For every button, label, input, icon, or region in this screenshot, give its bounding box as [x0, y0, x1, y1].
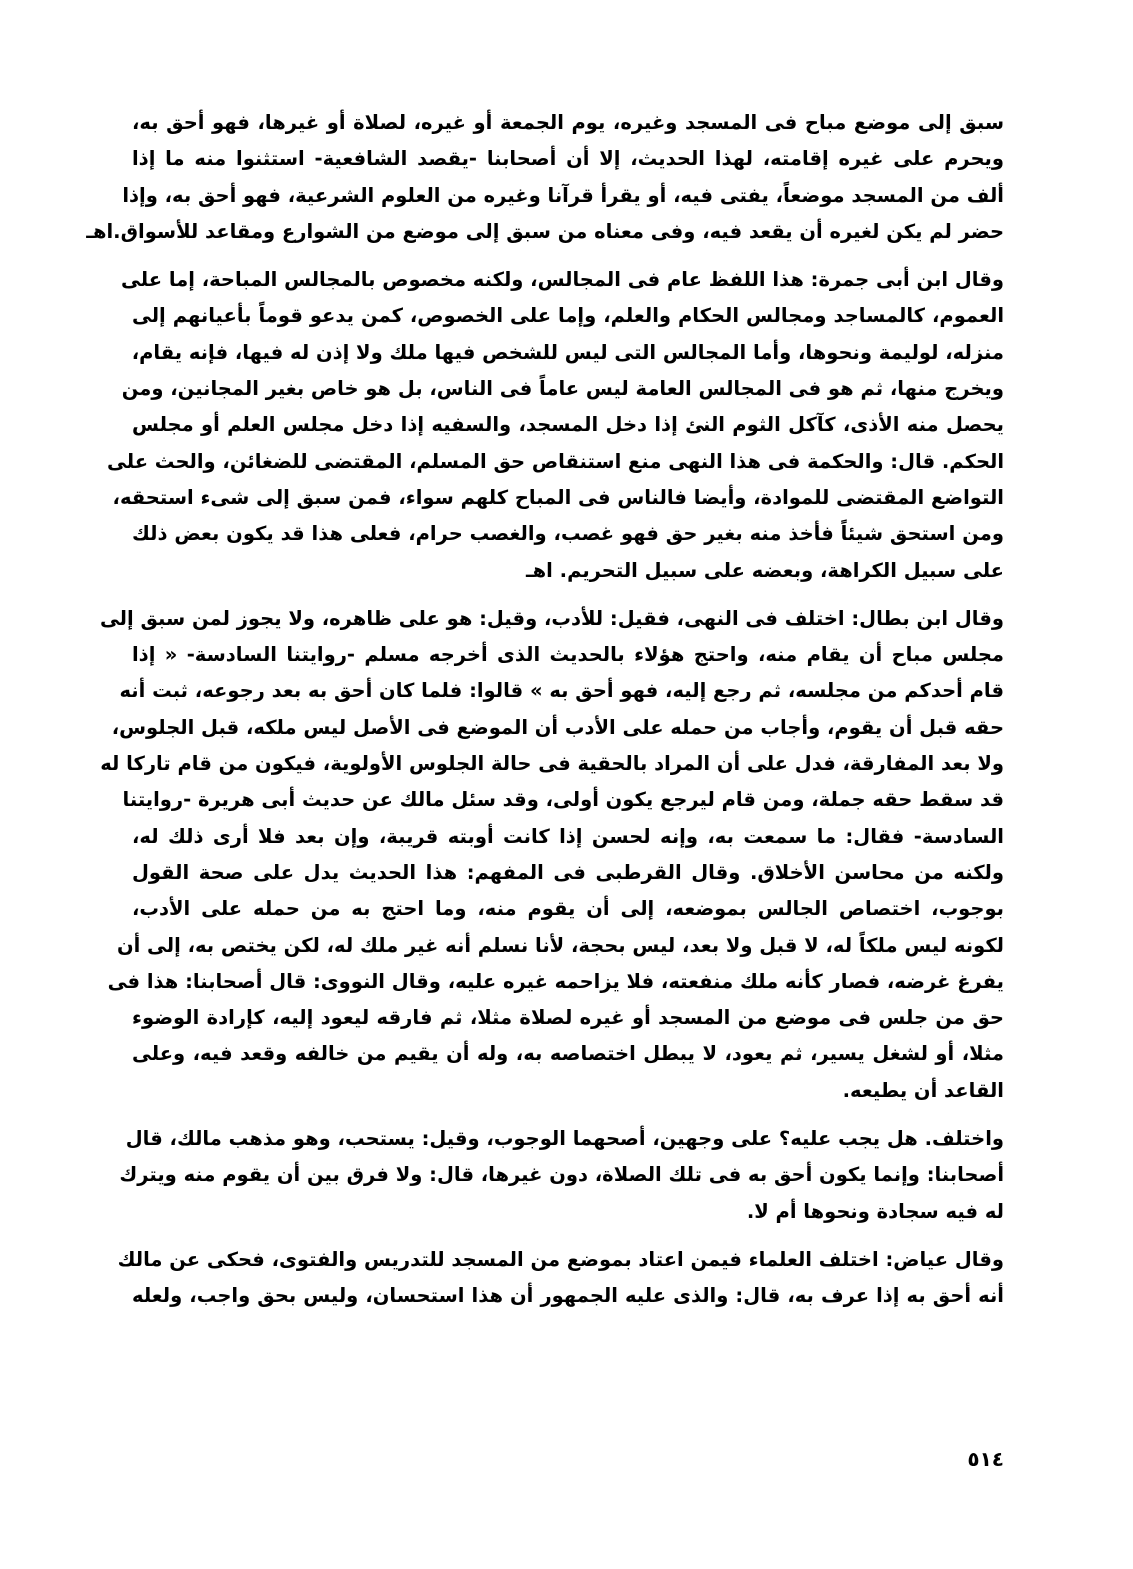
text-line: يحصل منه الأذى، كآكل الثوم النئ إذا دخل المسجد، والسفيه إذا دخل مجلس العلم أو مجلس — [132, 413, 1004, 437]
text-line: حقه قبل أن يقوم، وأجاب من حمله على الأدب أن الموضع فى الأصل ليس ملكه، قبل الجلوس، — [111, 715, 1004, 739]
text-line: وقال ابن بطال: اختلف فى النهى، فقيل: للأدب، وقيل: هو على ظاهره، ولا يجوز لمن سبق إلى — [99, 606, 1004, 630]
text-line: السادسة- فقال: ما سمعت به، وإنه لحسن إذا كانت أوبته قريبة، وإن بعد فلا أرى ذلك له، — [132, 824, 1004, 848]
text-line: وقال ابن أبى جمرة: هذا اللفظ عام فى المجالس، ولكنه مخصوص بالمجالس المباحة، إما على — [121, 268, 1004, 292]
paragraph-1 — [86, 105, 1004, 250]
text-line: أنه أحق به إذا عرف به، قال: والذى عليه الجمهور أن هذا استحسان، وليس بحق واجب، ولعله — [132, 1284, 1004, 1308]
text-line: بوجوب، اختصاص الجالس بموضعه، إلى أن يقوم منه، وما احتج به من حمله على الأدب، — [132, 897, 1004, 921]
paragraph-5 — [117, 1242, 1004, 1315]
text-line: قام أحدكم من مجلسه، ثم رجع إليه، فهو أحق به » قالوا: فلما كان أحق به بعد رجوعه، ثبت أنه — [119, 679, 1004, 703]
text-line: التواضع المقتضى للموادة، وأيضا فالناس فى المباح كلهم سواء، فمن سبق إلى شىء استحقه، — [112, 485, 1004, 509]
text-line: ألف من المسجد موضعاً، يفتى فيه، أو يقرأ قرآنا وغيره من العلوم الشرعية، فهو أحق به، وإذا — [122, 183, 1004, 207]
paragraph-4 — [119, 1121, 1004, 1230]
text-line: لكونه ليس ملكاً له، لا قبل ولا بعد، ليس بحجة، لأنا نسلم أنه غير ملك له، لكن يختص به، إلى أن — [116, 933, 1004, 957]
text-line: ولا بعد المفارقة، فدل على أن المراد بالحقية فى حالة الجلوس الأولوية، فيكون من قام تاركا له — [100, 752, 1004, 776]
text-line: مجلس مباح أن يقام منه، واحتج هؤلاء بالحديث الذى أخرجه مسلم -روايتنا السادسة- « إذا — [132, 643, 1004, 667]
text-line: قد سقط حقه جملة، ومن قام ليرجع يكون أولى، وقد سئل مالك عن حديث أبى هريرة -روايتنا — [122, 788, 1004, 812]
text-line: أصحابنا: وإنما يكون أحق به فى تلك الصلاة، دون غيرها، قال: ولا فرق بين أن يقوم منه ويترك — [119, 1163, 1004, 1187]
text-line: على سبيل الكراهة، وبعضه على سبيل التحريم. اهـ — [526, 558, 1004, 582]
text-line: حق من جلس فى موضع من المسجد أو غيره لصلاة مثلا، ثم فارقه ليعود إليه، كإرادة الوضوء — [132, 1006, 1004, 1030]
text-line: واختلف. هل يجب عليه؟ على وجهين، أصحهما الوجوب، وقيل: يستحب، وهو مذهب مالك، قال — [125, 1127, 1004, 1151]
paragraph-3 — [99, 601, 1004, 1109]
text-line: ويحرم على غيره إقامته، لهذا الحديث، إلا أن أصحابنا -يقصد الشافعية- استثنوا منه ما إذا — [132, 147, 1004, 171]
text-line: الحكم. قال: والحكمة فى هذا النهى منع استنقاص حق المسلم، المقتضى للضغائن، والحث على — [107, 449, 1004, 473]
text-line: يفرغ غرضه، فصار كأنه ملك منفعته، فلا يزاحمه غيره عليه، وقال النووى: قال أصحابنا: هذا فى — [107, 969, 1004, 993]
text-line: القاعد أن يطيعه. — [842, 1078, 1004, 1102]
text-line: ويخرج منها، ثم هو فى المجالس العامة ليس عاماً فى الناس، بل هو خاص بغير المجانين، ومن — [121, 377, 1004, 401]
text-line: حضر لم يكن لغيره أن يقعد فيه، وفى معناه من سبق إلى موضع من الشوارع ومقاعد للأسواق.اهـ — [86, 219, 1004, 243]
text-line: ولكنه من محاسن الأخلاق. وقال القرطبى فى المفهم: هذا الحديث يدل على صحة القول — [132, 860, 1004, 884]
text-line: له فيه سجادة ونحوها أم لا. — [746, 1199, 1004, 1223]
text-line: ومن استحق شيئاً فأخذ منه بغير حق فهو غصب، والغصب حرام، فعلى هذا قد يكون بعض ذلك — [132, 522, 1004, 546]
text-line: مثلا، أو لشغل يسير، ثم يعود، لا يبطل اختصاصه به، وله أن يقيم من خالفه وقعد فيه، وعلى — [132, 1042, 1004, 1066]
paragraph-2 — [107, 262, 1004, 589]
page-number: ٥١٤ — [967, 1447, 1004, 1471]
text-line: العموم، كالمساجد ومجالس الحكام والعلم، وإما على الخصوص، كمن يدعو قوماً بأعيانهم إلى — [132, 304, 1004, 328]
text-line: وقال عياض: اختلف العلماء فيمن اعتاد بموضع من المسجد للتدريس والفتوى، فحكى عن مالك — [117, 1247, 1004, 1271]
text-line: منزله، لوليمة ونحوها، وأما المجالس التى ليس للشخص فيها ملك ولا إذن له فيها، فإنه يقام، — [131, 340, 1004, 364]
text-line: سبق إلى موضع مباح فى المسجد وغيره، يوم الجمعة أو غيره، لصلاة أو غيرها، فهو أحق به، — [132, 111, 1004, 134]
document-body — [86, 105, 1004, 1327]
